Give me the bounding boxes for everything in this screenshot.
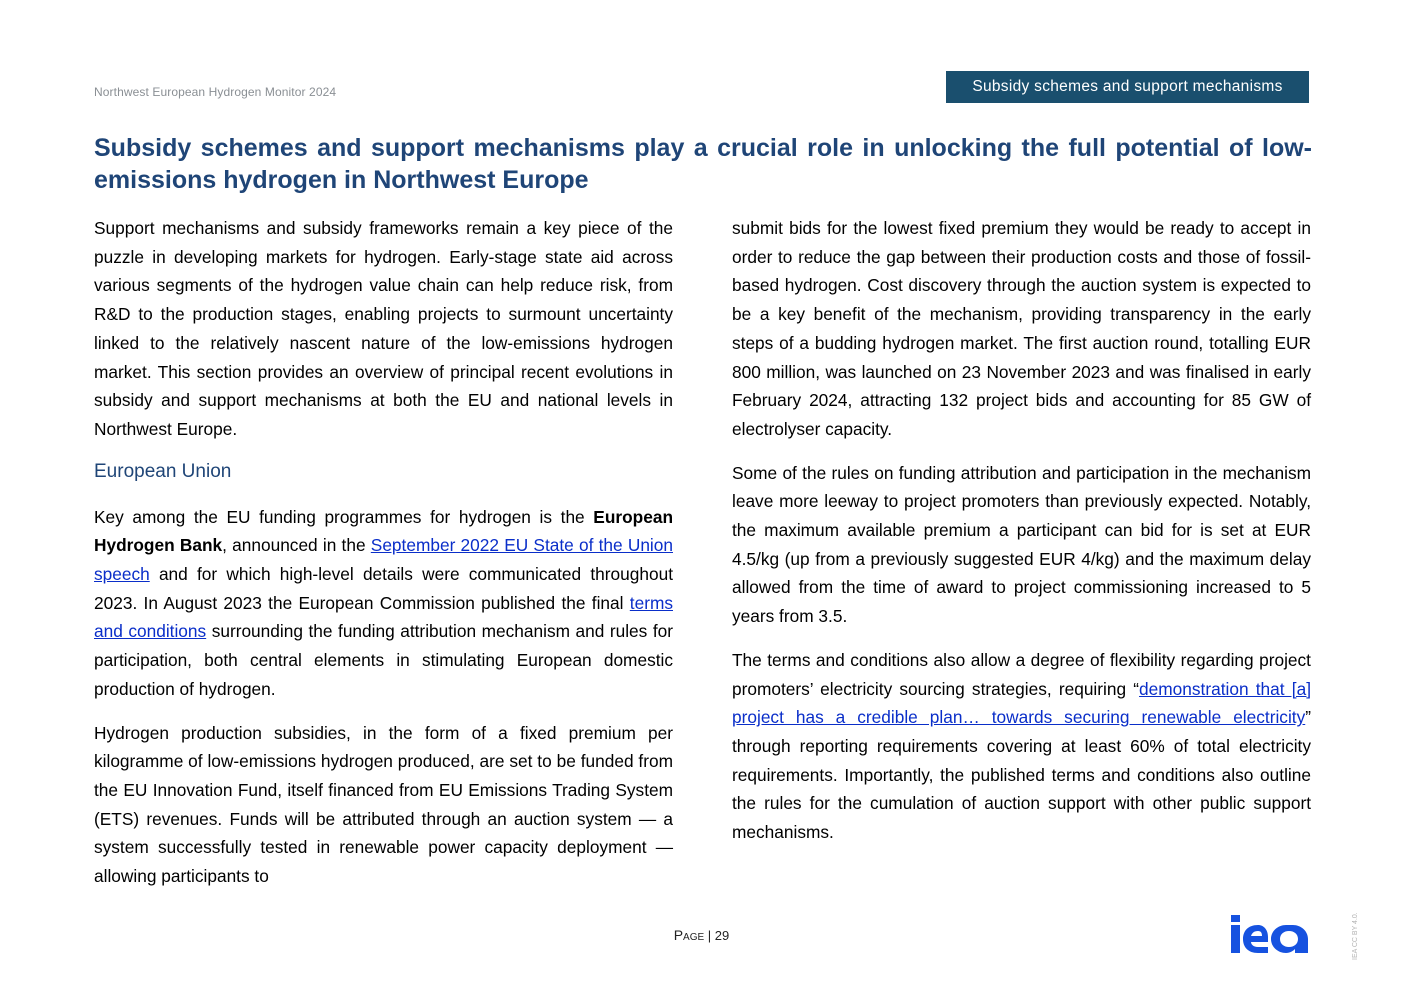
text-run: and for which high-level details were communicated throughout 2023. In August 2023 the European Commission published the final [94,564,673,613]
terms-and-conditions-link[interactable]: terms and conditions [94,592,673,642]
auction-paragraph: submit bids for the lowest fixed premium they would be ready to accept in order to reduce the gap between their production costs and those of fossil-based hydrogen. Cost discovery through the auction system is expected to be a key benefit of the mechanism, providing transparency in the early steps of a budding hydrogen market. The first auction round, totalling EUR 800 million, was launched on 23 November 2023 and was finalised in early February 2024, attracting 132 project bids and accounting for 85 GW of electrolyser capacity. [732,218,1311,439]
license-note: IEA CC BY 4.0. [1352,912,1359,960]
section-tab: Subsidy schemes and support mechanisms [946,71,1309,103]
production-subsidies-paragraph: Hydrogen production subsidies, in the form of a fixed premium per kilogramme of low-emissions hydrogen produced, are set to be funded from the EU Innovation Fund, itself financed from EU Emissions Trading System (ETS) revenues. Funds will be attributed through an auction system — a system successfully tested in renewable power capacity deployment — allowing participants to [94,722,673,887]
rules-paragraph: Some of the rules on funding attribution and participation in the mechanism leave more leeway to project promoters than previously expected. Notably, the maximum available premium a participant can bid for is set at EUR 4.5/kg (up from a previously suggested EUR 4/kg) and the maximum delay allowed from the time of award to project commissioning increased to 5 years from 3.5. [732,462,1311,627]
intro-paragraph: Support mechanisms and subsidy frameworks remain a key piece of the puzzle in developing markets for hydrogen. Early-stage state aid across various segments of the hydrogen value chain can help reduce risk, from R&D to the production stages, enabling projects to surmount uncertainty linked to the relatively nascent nature of the low-emissions hydrogen market. This section provides an overview of principal recent evolutions in subsidy and support mechanisms at both the EU and national levels in Northwest Europe. [94,218,673,439]
text-run: surrounding the funding attribution mechanism and rules for participation, both central elements in stimulating European domestic production of hydrogen. [94,621,673,699]
right-column [732,214,1311,862]
left-column [94,214,673,906]
subheading-european-union: European Union [94,460,232,482]
page-title: Subsidy schemes and support mechanisms play a crucial role in unlocking the full potential of low-emissions hydrogen in Northwest Europe [94,134,1312,194]
page-separator: | [704,928,715,943]
page-label: Page [673,927,705,943]
flexibility-paragraph [732,646,1311,847]
logo-dot [1231,915,1240,922]
text-run: , announced in the [222,535,371,556]
text-run: Key among the EU funding programmes for hydrogen is the [94,506,594,527]
hydrogen-bank-paragraph [94,503,673,704]
text-run: The terms and conditions also allow a degree of flexibility regarding project promoters’ electricity sourcing strategies, requiring “ [732,649,1311,699]
running-header: Northwest European Hydrogen Monitor 2024 [94,85,337,99]
bold-term: European Hydrogen Bank [94,506,673,556]
state-of-union-link[interactable]: September 2022 EU State of the Union speech [94,535,673,585]
demonstration-link[interactable]: demonstration that [a] project has a credible plan… towards securing renewable electricity [732,678,1311,728]
page-number-value: 29 [714,928,730,943]
page-number [0,927,1403,943]
logo-letter-i [1231,925,1240,953]
logo-letter-e [1243,925,1268,953]
iea-logo [1230,915,1310,953]
logo-letter-a [1271,925,1308,953]
text-run: ” through reporting requirements covering at least 60% of total electricity requirements. Importantly, the published terms and conditions also outline the rules for the cumulation of auction support with other public support mechanisms. [732,707,1311,843]
